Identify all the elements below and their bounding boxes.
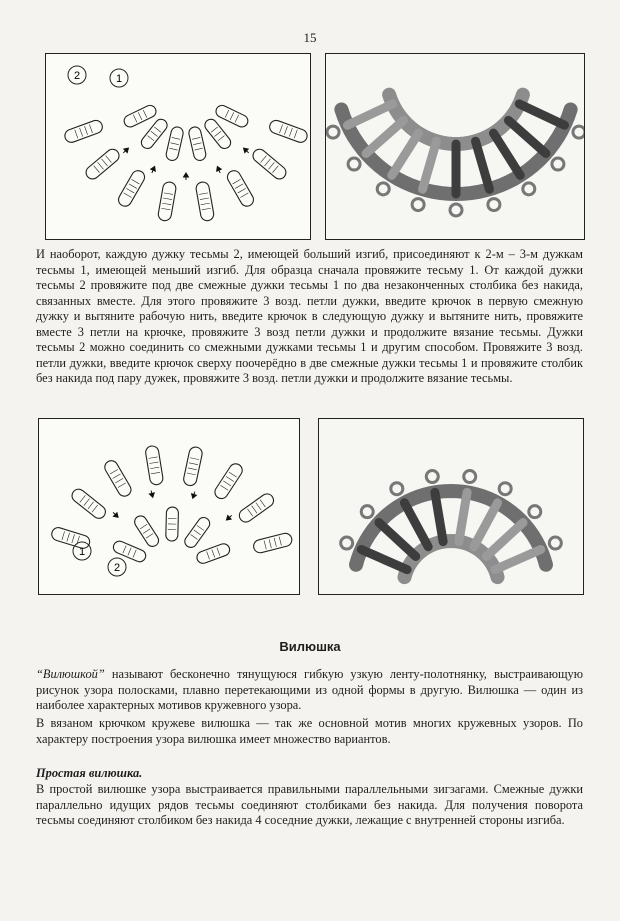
lace-loop: [476, 141, 490, 189]
outer-loop: [119, 171, 145, 207]
picot-loop: [464, 471, 476, 483]
stitch-mark: [67, 533, 70, 542]
stitch-mark: [252, 506, 257, 513]
stitch-mark: [235, 184, 243, 189]
picot-loop: [529, 506, 541, 518]
stitch-mark: [260, 500, 265, 507]
stitch-mark: [240, 193, 248, 198]
subheading-simple-vilyushka: Простая вилюшка.: [36, 766, 143, 780]
stitch-mark: [172, 137, 180, 139]
arrow-head: [149, 493, 154, 497]
arrow-head: [217, 167, 222, 172]
stitch-mark: [223, 481, 231, 486]
stitch-mark: [151, 131, 158, 136]
stitch-mark: [193, 143, 201, 145]
stitch-mark: [192, 137, 200, 139]
stitch-mark: [265, 159, 271, 166]
stitch-mark: [102, 159, 108, 166]
stitch-mark: [154, 127, 161, 132]
stitch-mark: [200, 198, 209, 200]
stitch-mark: [269, 539, 271, 548]
arrow-head: [184, 173, 189, 177]
stitch-mark: [80, 495, 86, 502]
stitch-mark: [226, 477, 234, 482]
stitch-mark: [98, 162, 104, 169]
figure-1-photo: [325, 53, 585, 240]
stitch-mark: [110, 469, 118, 474]
arrow-head: [151, 167, 156, 172]
lace-loop: [486, 523, 523, 557]
stitch-mark: [188, 468, 197, 470]
page-number: 15: [303, 30, 317, 45]
stitch-mark: [201, 203, 210, 205]
stitch-mark: [261, 156, 267, 163]
stitch-mark: [138, 112, 142, 120]
outer-loop: [72, 489, 105, 518]
lace-loop: [392, 133, 419, 175]
term-vilyushka: “Вилюшкой”: [36, 667, 105, 681]
stitch-mark: [169, 148, 177, 150]
outer-loop: [105, 461, 131, 496]
stitch-mark: [280, 124, 283, 133]
stitch-mark: [247, 509, 252, 516]
stitch-mark: [202, 208, 211, 210]
stitch-mark: [62, 531, 65, 540]
lace-loop: [404, 503, 428, 547]
stitch-mark: [256, 503, 261, 510]
figure-1-label-b: 1: [115, 73, 123, 85]
outer-loop: [253, 149, 286, 179]
section-title: Вилюшка: [279, 639, 341, 654]
paragraph-1: И наоборот, каждую дужку тесьмы 2, имеющей больший изгиб, присоединяют к 2-м – 3-м дужкам тесьмы 1, имеющей меньший изгиб. Для образца сначала провяжите тесьму 1. От каждой дужки тесьмы 2 провяжите под две смежные дужки тесьмы 1 по два незаконченных столбика без накида, связанных вместе. Для этого провяжите 3 возд. петли дужки, введите крючок в первую смежную дужку и вытяните рабочую нить, введите крючок в следующую дужку и вытяните нить, провяжите вместе 3 петли на крючке, провяжите 3 возд петли дужки и продолжите вязание тесьмы. Дужки тесьмы 2 можно соединить со смежными дужками тесьмы 1 и другим способом. Провяжите 3 возд. петли дужки, введите крючок сверху поочерёдно в две смежные дужки тесьмы 1 и провяжите столбик без накида под пару дужек, провяжите 3 возд. петли дужки и продолжите вязание тесьмы.: [36, 247, 583, 385]
lace-loop: [495, 549, 541, 569]
stitch-mark: [279, 537, 281, 546]
picot-loop: [377, 183, 389, 195]
stitch-mark: [284, 126, 287, 135]
stitch-mark: [197, 526, 204, 531]
stitch-mark: [217, 548, 220, 556]
lace-band: [389, 95, 523, 144]
stitch-mark: [92, 505, 98, 512]
stitch-mark: [84, 499, 90, 506]
stitch-mark: [163, 198, 172, 200]
figure-2-label-b: 2: [113, 562, 121, 574]
stitch-mark: [75, 130, 78, 139]
stitch-mark: [194, 530, 201, 535]
figure-2-label-a: 1: [78, 546, 86, 558]
picot-loop: [426, 471, 438, 483]
stitch-mark: [162, 203, 171, 205]
stitch-mark: [230, 112, 234, 120]
lace-sample-photo: [319, 419, 583, 594]
lace-loop: [493, 133, 520, 175]
stitch-mark: [229, 472, 237, 477]
stitch-mark: [211, 127, 218, 132]
outer-loop: [158, 182, 176, 221]
lace-loop: [474, 503, 498, 547]
stitch-mark: [194, 148, 202, 150]
stitch-mark: [124, 193, 132, 198]
stitch-mark: [84, 126, 87, 135]
stitch-mark: [212, 550, 215, 558]
stitch-mark: [140, 524, 147, 529]
outer-loop: [146, 446, 163, 485]
stitch-mark: [113, 474, 121, 479]
outer-loop: [270, 120, 307, 142]
stitch-mark: [233, 179, 241, 184]
figure-2-photo: [318, 418, 584, 595]
stitch-mark: [161, 208, 170, 210]
stitch-mark: [131, 179, 139, 184]
crochet-chart-arc-down: [46, 54, 310, 239]
picot-loop: [450, 204, 462, 216]
stitch-mark: [164, 193, 173, 195]
picot-loop: [549, 537, 561, 549]
outer-loop: [65, 120, 102, 142]
stitch-mark: [189, 463, 198, 465]
stitch-mark: [214, 131, 221, 136]
figure-2-diagram: [38, 418, 300, 595]
stitch-mark: [89, 124, 92, 133]
lace-loop: [435, 492, 443, 541]
stitch-mark: [187, 473, 196, 475]
outer-loop: [184, 447, 202, 485]
stitch-mark: [146, 534, 153, 539]
stitch-mark: [143, 110, 147, 118]
stitch-mark: [264, 541, 266, 550]
paragraph-2: [36, 667, 583, 714]
stitch-mark: [274, 538, 276, 547]
outer-loop: [239, 494, 273, 522]
outer-loop: [215, 464, 242, 499]
stitch-mark: [129, 184, 137, 189]
stitch-mark: [106, 156, 112, 163]
stitch-mark: [235, 115, 239, 123]
stitch-mark: [128, 548, 131, 556]
picot-loop: [361, 506, 373, 518]
stitch-mark: [143, 529, 150, 534]
arrow-head: [192, 494, 197, 499]
figure-1-diagram: [45, 53, 311, 240]
stitch-mark: [218, 136, 225, 141]
stitch-mark: [148, 136, 155, 141]
stitch-mark: [190, 458, 199, 460]
stitch-mark: [72, 534, 75, 543]
picot-loop: [573, 126, 584, 138]
lace-loop: [379, 523, 416, 557]
paragraph-2-text: называют бесконечно тянущуюся гибкую узкую ленту-полотнянку, выстраивающую рисунок узора полосками, плавно перетекающими из одной формы в другую. Вилюшка — один из наиболее характерных мотивов кружевного узора.: [36, 667, 583, 712]
stitch-mark: [238, 188, 246, 193]
stitch-mark: [220, 485, 228, 490]
picot-loop: [552, 158, 564, 170]
lace-sample-photo: [326, 54, 584, 239]
stitch-mark: [199, 193, 208, 195]
stitch-mark: [269, 162, 275, 169]
stitch-mark: [151, 472, 160, 473]
stitch-mark: [133, 115, 137, 123]
picot-loop: [348, 158, 360, 170]
lace-loop: [366, 120, 403, 153]
stitch-mark: [118, 483, 126, 488]
picot-loop: [341, 537, 353, 549]
picot-loop: [412, 199, 424, 211]
stitch-mark: [149, 457, 158, 458]
stitch-mark: [191, 534, 198, 539]
stitch-mark: [294, 130, 297, 139]
stitch-mark: [123, 545, 126, 553]
outer-loop: [254, 533, 292, 552]
lace-loop: [347, 104, 392, 125]
lace-loop: [519, 104, 564, 125]
stitch-mark: [171, 143, 179, 145]
stitch-mark: [88, 502, 94, 509]
stitch-mark: [272, 166, 278, 173]
lace-loop: [361, 549, 407, 569]
picot-loop: [391, 483, 403, 495]
outer-loop: [86, 149, 119, 179]
crochet-chart-arc-up: [39, 419, 299, 594]
stitch-mark: [207, 552, 210, 560]
stitch-mark: [126, 188, 134, 193]
stitch-mark: [133, 550, 136, 558]
picot-loop: [523, 183, 535, 195]
picot-loop: [488, 199, 500, 211]
lace-loop: [459, 492, 467, 541]
stitch-mark: [289, 128, 292, 137]
picot-loop: [499, 483, 511, 495]
paragraph-3: В вязаном крючком кружеве вилюшка — так же основной мотив многих кружевных узоров. По характеру построения узора вилюшка имеет множество вариантов.: [36, 716, 583, 746]
lace-loop: [423, 141, 437, 189]
stitch-mark: [94, 166, 100, 173]
figure-1-label-a: 2: [73, 70, 81, 82]
stitch-mark: [149, 462, 158, 463]
lace-loop: [508, 120, 545, 153]
outer-loop: [196, 182, 214, 221]
stitch-mark: [115, 478, 123, 483]
stitch-mark: [150, 467, 159, 468]
picot-loop: [327, 126, 339, 138]
stitch-mark: [80, 128, 83, 137]
stitch-mark: [225, 110, 229, 118]
outer-loop: [227, 171, 253, 207]
paragraph-4: В простой вилюшке узора выстраивается правильными параллельными зигзагами. Смежные дужки параллельно идущих рядов тесьмы соединяют столбиками без накида. Для получения поворота тесьмы соединяют столбиком без накида 4 соседние дужки, лежащие с внутренней стороны изгиба.: [36, 782, 583, 827]
